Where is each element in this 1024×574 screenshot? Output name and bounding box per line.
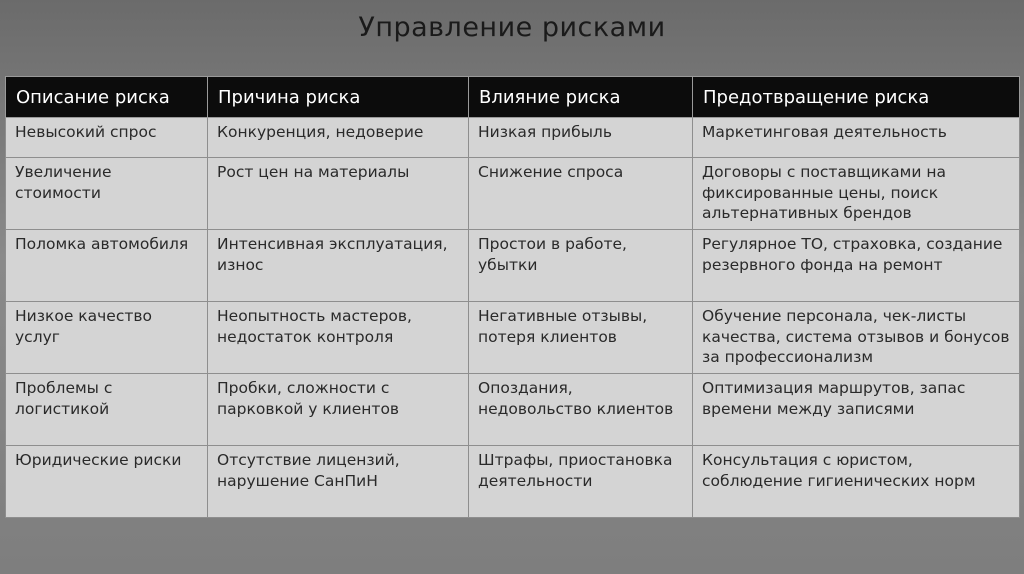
cell-risk-prevention: Оптимизация маршрутов, запас времени между записями <box>693 374 1020 446</box>
cell-risk-prevention: Маркетинговая деятельность <box>693 118 1020 158</box>
cell-risk-description: Невысокий спрос <box>6 118 208 158</box>
header-risk-description: Описание риска <box>6 77 208 118</box>
table-row <box>6 374 1020 446</box>
table-row <box>6 302 1020 374</box>
cell-risk-description: Увеличение стоимости <box>6 158 208 230</box>
cell-risk-impact: Штрафы, приостановка деятельности <box>469 446 693 518</box>
cell-risk-description: Проблемы с логистикой <box>6 374 208 446</box>
cell-risk-impact: Опоздания, недовольство клиентов <box>469 374 693 446</box>
cell-risk-impact: Негативные отзывы, потеря клиентов <box>469 302 693 374</box>
slide-title: Управление рисками <box>358 12 666 43</box>
cell-risk-description: Юридические риски <box>6 446 208 518</box>
table-row <box>6 158 1020 230</box>
cell-risk-impact: Низкая прибыль <box>469 118 693 158</box>
cell-risk-prevention: Консультация с юристом, соблюдение гигиенических норм <box>693 446 1020 518</box>
cell-risk-cause: Конкуренция, недоверие <box>208 118 469 158</box>
risk-management-table <box>5 76 1020 518</box>
table-header-row <box>6 77 1020 118</box>
cell-risk-cause: Интенсивная эксплуатация, износ <box>208 230 469 302</box>
cell-risk-prevention: Обучение персонала, чек-листы качества, система отзывов и бонусов за профессионализм <box>693 302 1020 374</box>
cell-risk-cause: Рост цен на материалы <box>208 158 469 230</box>
cell-risk-cause: Неопытность мастеров, недостаток контроля <box>208 302 469 374</box>
cell-risk-impact: Простои в работе, убытки <box>469 230 693 302</box>
table-row <box>6 446 1020 518</box>
cell-risk-description: Поломка автомобиля <box>6 230 208 302</box>
cell-risk-impact: Снижение спроса <box>469 158 693 230</box>
cell-risk-prevention: Договоры с поставщиками на фиксированные цены, поиск альтернативных брендов <box>693 158 1020 230</box>
header-risk-impact: Влияние риска <box>469 77 693 118</box>
cell-risk-description: Низкое качество услуг <box>6 302 208 374</box>
cell-risk-cause: Пробки, сложности с парковкой у клиентов <box>208 374 469 446</box>
cell-risk-cause: Отсутствие лицензий, нарушение СанПиН <box>208 446 469 518</box>
cell-risk-prevention: Регулярное ТО, страховка, создание резервного фонда на ремонт <box>693 230 1020 302</box>
table-row <box>6 118 1020 158</box>
header-risk-prevention: Предотвращение риска <box>693 77 1020 118</box>
header-risk-cause: Причина риска <box>208 77 469 118</box>
table-row <box>6 230 1020 302</box>
